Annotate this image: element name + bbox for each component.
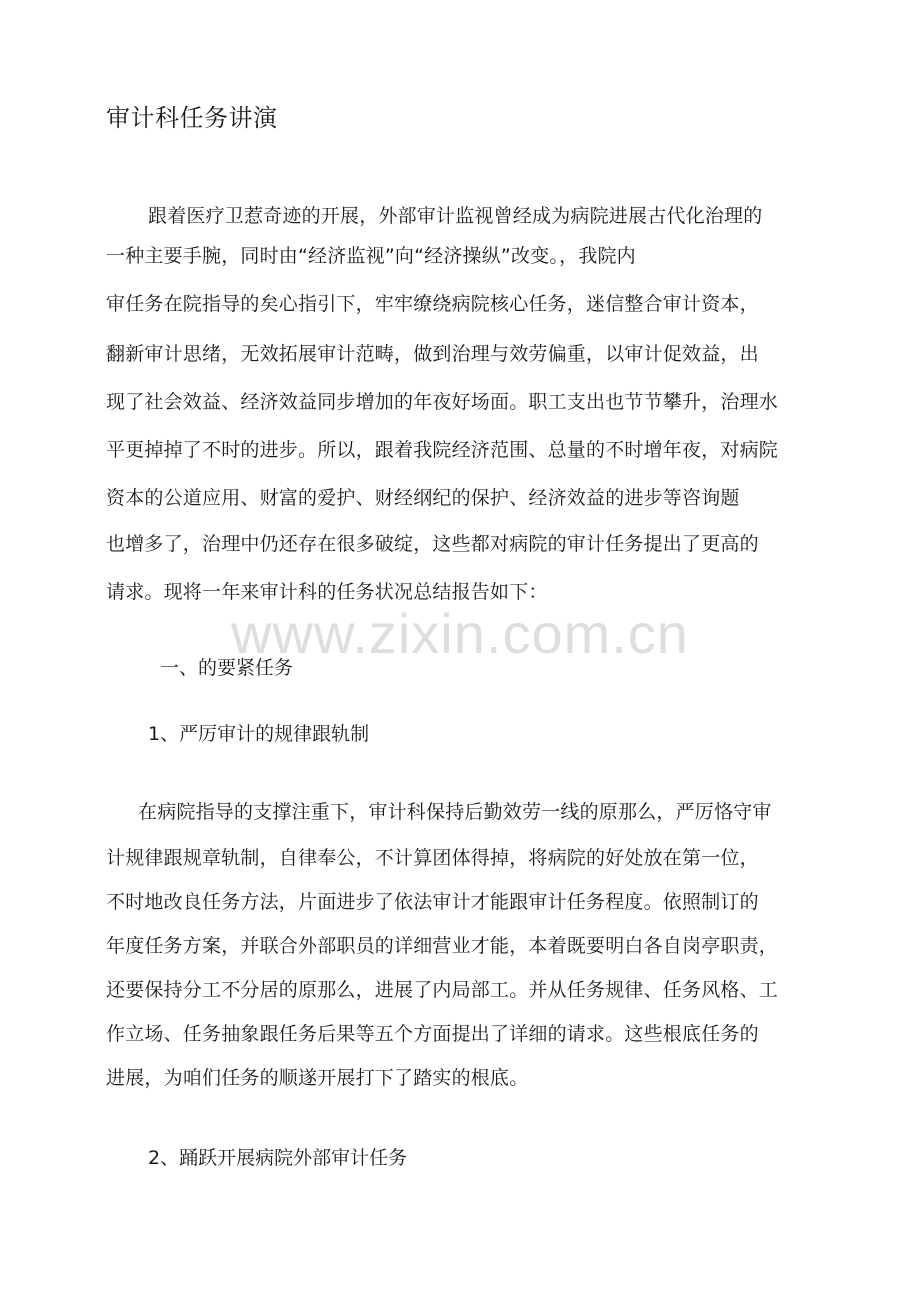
section-heading: 一、的要紧任务 [160,657,294,679]
paragraph-line: 不时地改良任务方法，片面进步了依法审计才能跟审计任务程度。依照制订的 [106,891,759,913]
subsection-heading: 2、踊跃开展病院外部审计任务 [148,1147,408,1169]
paragraph-line: 进展，为咱们任务的顺遂开展打下了踏实的根底。 [106,1067,529,1089]
watermark: www.zixin.com.cn [231,602,689,665]
paragraph-line: 还要保持分工不分居的原那么，进展了内局部工。并从任务规律、任务风格、工 [106,979,779,1001]
document-title: 审计科任务讲演 [106,104,278,132]
paragraph-line: 平更掉掉了不时的进步。所以，跟着我院经济范围、总量的不时增年夜，对病院 [106,439,779,461]
paragraph-line: 翻新审计思绪，无效拓展审计范畴，做到治理与效劳偏重，以审计促效益，出 [106,343,759,365]
paragraph-line: 现了社会效益、经济效益同步增加的年夜好场面。职工支出也节节攀升，治理水 [106,391,779,413]
paragraph-line: 作立场、任务抽象跟任务后果等五个方面提出了详细的请求。这些根底任务的 [106,1023,759,1045]
paragraph-line: 年度任务方案，并联合外部职员的详细营业才能，本着既要明白各自岗亭职责， [106,935,779,957]
paragraph-line: 也增多了，治理中仍还存在很多破绽，这些都对病院的审计任务提出了更高的 [106,533,759,555]
paragraph-line: 请求。现将一年来审计科的任务状况总结报告如下： [106,581,548,603]
paragraph-line: 计规律跟规章轨制，自律奉公，不计算团体得掉，将病院的好处放在第一位， [106,847,759,869]
paragraph-line: 资本的公道应用、财富的爱护、财经纲纪的保护、经济效益的进步等咨询题 [106,487,740,509]
paragraph-line: 审任务在院指导的矣心指引下，牢牢缭绕病院核心任务，迷信整合审计资本， [106,293,759,315]
paragraph-line: 在病院指导的支撑注重下，审计科保持后勤效劳一线的原那么，严厉恪守审 [138,801,772,823]
subsection-heading: 1、严厉审计的规律跟轨制 [148,723,370,745]
paragraph-line: 跟着医疗卫惹奇迹的开展，外部审计监视曾经成为病院进展古代化治理的 [148,205,763,227]
paragraph-line: 一种主要手腕，同时由“经济监视”向“经济操纵”改变。，我院内 [106,245,636,267]
